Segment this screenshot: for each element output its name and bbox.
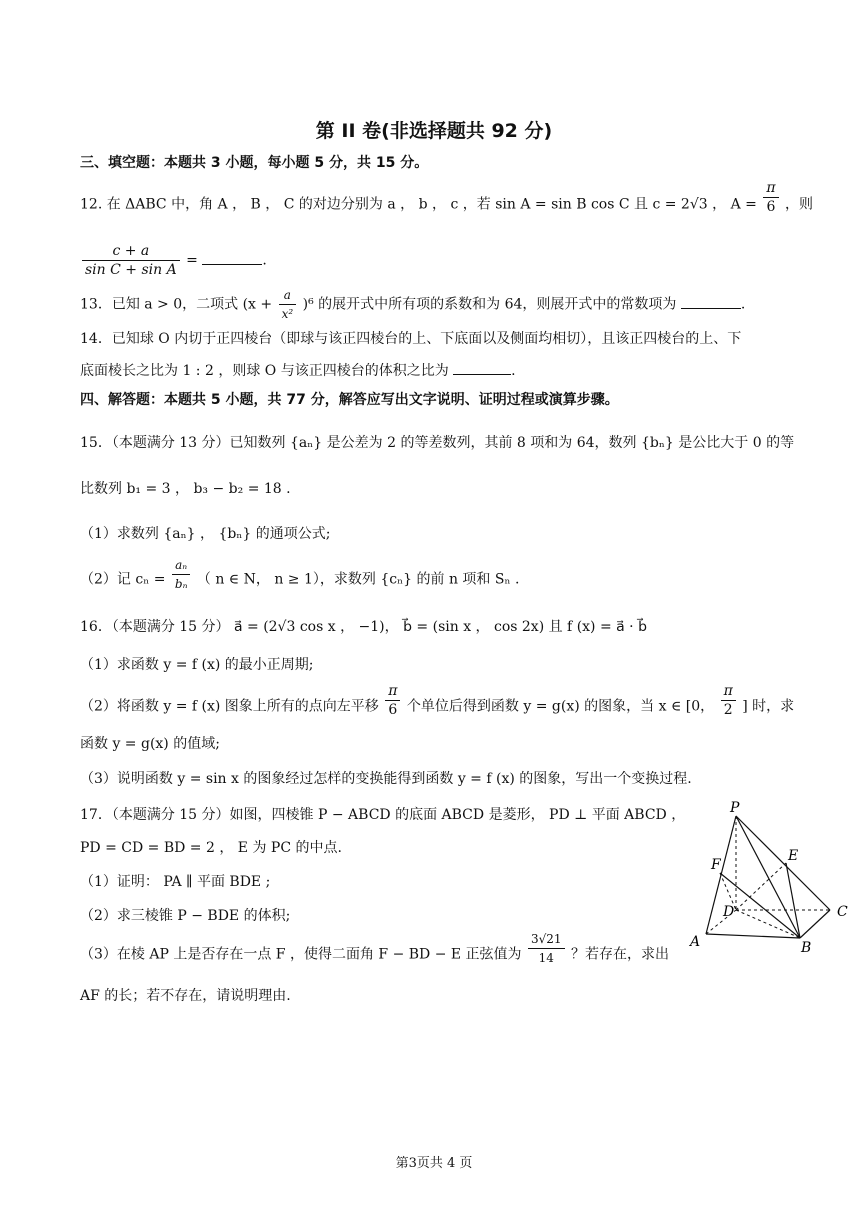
edge-PB — [736, 816, 800, 938]
question-15-part1: （1）求数列 {aₙ} ， {bₙ} 的通项公式; — [80, 526, 331, 542]
q12-answer-blank[interactable] — [202, 250, 262, 265]
pyramid-figure — [680, 800, 855, 960]
question-12-line1 — [80, 180, 813, 216]
question-17-part2: （2）求三棱锥 P − BDE 的体积; — [80, 908, 291, 924]
question-16-part2: （2）将函数 y = f (x) 图象上所有的点向左平移 $\frac{\pi}{6}$ 个单位后得到函数 y = g(x) 的图象，当 x ∈ [0， $\frac{\pi}{2}$ ] 时，求 — [80, 683, 795, 718]
label-P: P — [730, 800, 740, 816]
q14-answer-blank[interactable] — [453, 360, 511, 375]
q15-fraction: $\frac{\text{aₙ}}{\text{bₙ}}$ — [172, 556, 191, 593]
edge-PC — [736, 816, 830, 910]
edge-DB — [736, 910, 800, 938]
label-E: E — [788, 848, 799, 864]
edge-AB — [706, 934, 800, 938]
section-3-heading: 三、填空题：本题共 3 小题，每小题 5 分，共 15 分。 — [80, 155, 429, 171]
edge-EB — [786, 863, 800, 938]
question-15-line1: 15．（本题满分 13 分）已知数列 {aₙ} 是公差为 2 的等差数列，其前 8 项和为 64，数列 {bₙ} 是公比大于 0 的等 — [80, 435, 795, 451]
question-17-line2: PD = CD = BD = 2 ， E 为 PC 的中点. — [80, 840, 342, 856]
question-17-part3: （3）在棱 AP 上是否存在一点 F ，使得二面角 F − BD − E 正弦值为 $\frac{3√21}{14}$ ？若存在，求出 — [80, 932, 670, 965]
page-title: 第 II 卷(非选择题共 92 分) — [315, 120, 553, 142]
label-B: B — [801, 940, 812, 956]
question-15-line2: 比数列 b₁ = 3 ， b₃ − b₂ = 18 . — [80, 481, 291, 497]
question-17-part3-cont: AF 的长；若不存在，请说明理由. — [80, 988, 291, 1004]
label-C: C — [837, 904, 848, 920]
q13-answer-blank[interactable] — [681, 294, 741, 309]
label-A: A — [690, 934, 701, 950]
section-4-heading: 四、解答题：本题共 5 小题，共 77 分，解答应写出文字说明、证明过程或演算步骤。 — [80, 392, 619, 408]
question-13: 13．已知 a > 0，二项式 (x + $\frac{a}{\text{x²}}$ )⁶ 的展开式中所有项的系数和为 64，则展开式中的常数项为 . — [80, 288, 746, 321]
label-F: F — [711, 857, 721, 873]
question-17-line1: 17．（本题满分 15 分）如图，四棱锥 P − ABCD 的底面 ABCD 是菱形， PD ⊥ 平面 ABCD ， — [80, 807, 686, 823]
edge-BC — [800, 910, 830, 938]
question-15-part2: （2）记 cₙ = $\frac{\text{aₙ}}{\text{bₙ}}$ （ n ∈ N， n ≥ 1），求数列 {cₙ} 的前 n 项和 Sₙ . — [80, 558, 520, 591]
question-16-part2-cont: 函数 y = g(x) 的值域; — [80, 736, 220, 752]
question-16-part1: （1）求函数 y = f (x) 的最小正周期; — [80, 657, 314, 673]
q12-fraction: $\frac{c + a}{\text{sin C + sin A}}$ — [82, 242, 180, 279]
q16-pi-over-2: $\frac{\pi}{2}$ — [721, 682, 736, 719]
question-12-line2: $\frac{c + a}{\text{sin C + sin A}}$ = . — [80, 242, 267, 279]
label-D: D — [723, 904, 735, 920]
question-14-line2: 底面棱长之比为 1 : 2 ，则球 O 与该正四棱台的体积之比为 . — [80, 360, 516, 380]
q17-fraction: $\frac{3√21}{14}$ — [528, 930, 565, 967]
question-14-line1: 14．已知球 O 内切于正四棱台（即球与该正四棱台的上、下底面以及侧面均相切），且该正四棱台的上、下 — [80, 331, 742, 347]
q13-fraction: $\frac{a}{\text{x²}}$ — [279, 286, 297, 323]
q12-pi-over-6: $\frac{\pi}{6}$ — [763, 179, 778, 216]
question-16-part3: （3）说明函数 y = sin x 的图象经过怎样的变换能得到函数 y = f (x) 的图象，写出一个变换过程. — [80, 771, 692, 787]
q16-pi-over-6: $\frac{\pi}{6}$ — [385, 682, 400, 719]
question-16-line1: 16．（本题满分 15 分） a⃗ = (2√3 cos x ， −1)， b⃗ = (sin x ， cos 2x) 且 f (x) = a⃗ · b⃗ — [80, 619, 647, 635]
edge-DE — [736, 863, 786, 910]
page-footer: 第3页共 4 页 — [395, 1156, 473, 1171]
q12-text-a: 12. 在 ΔABC 中，角 A ， B ， C 的对边分别为 a ， b ， c ，若 sin A = sin B cos C 且 c = 2√3 ， A = — [80, 196, 757, 213]
q12-text-b: ，则 — [784, 196, 813, 213]
question-17-part1: （1）证明： PA ∥ 平面 BDE ; — [80, 874, 271, 890]
